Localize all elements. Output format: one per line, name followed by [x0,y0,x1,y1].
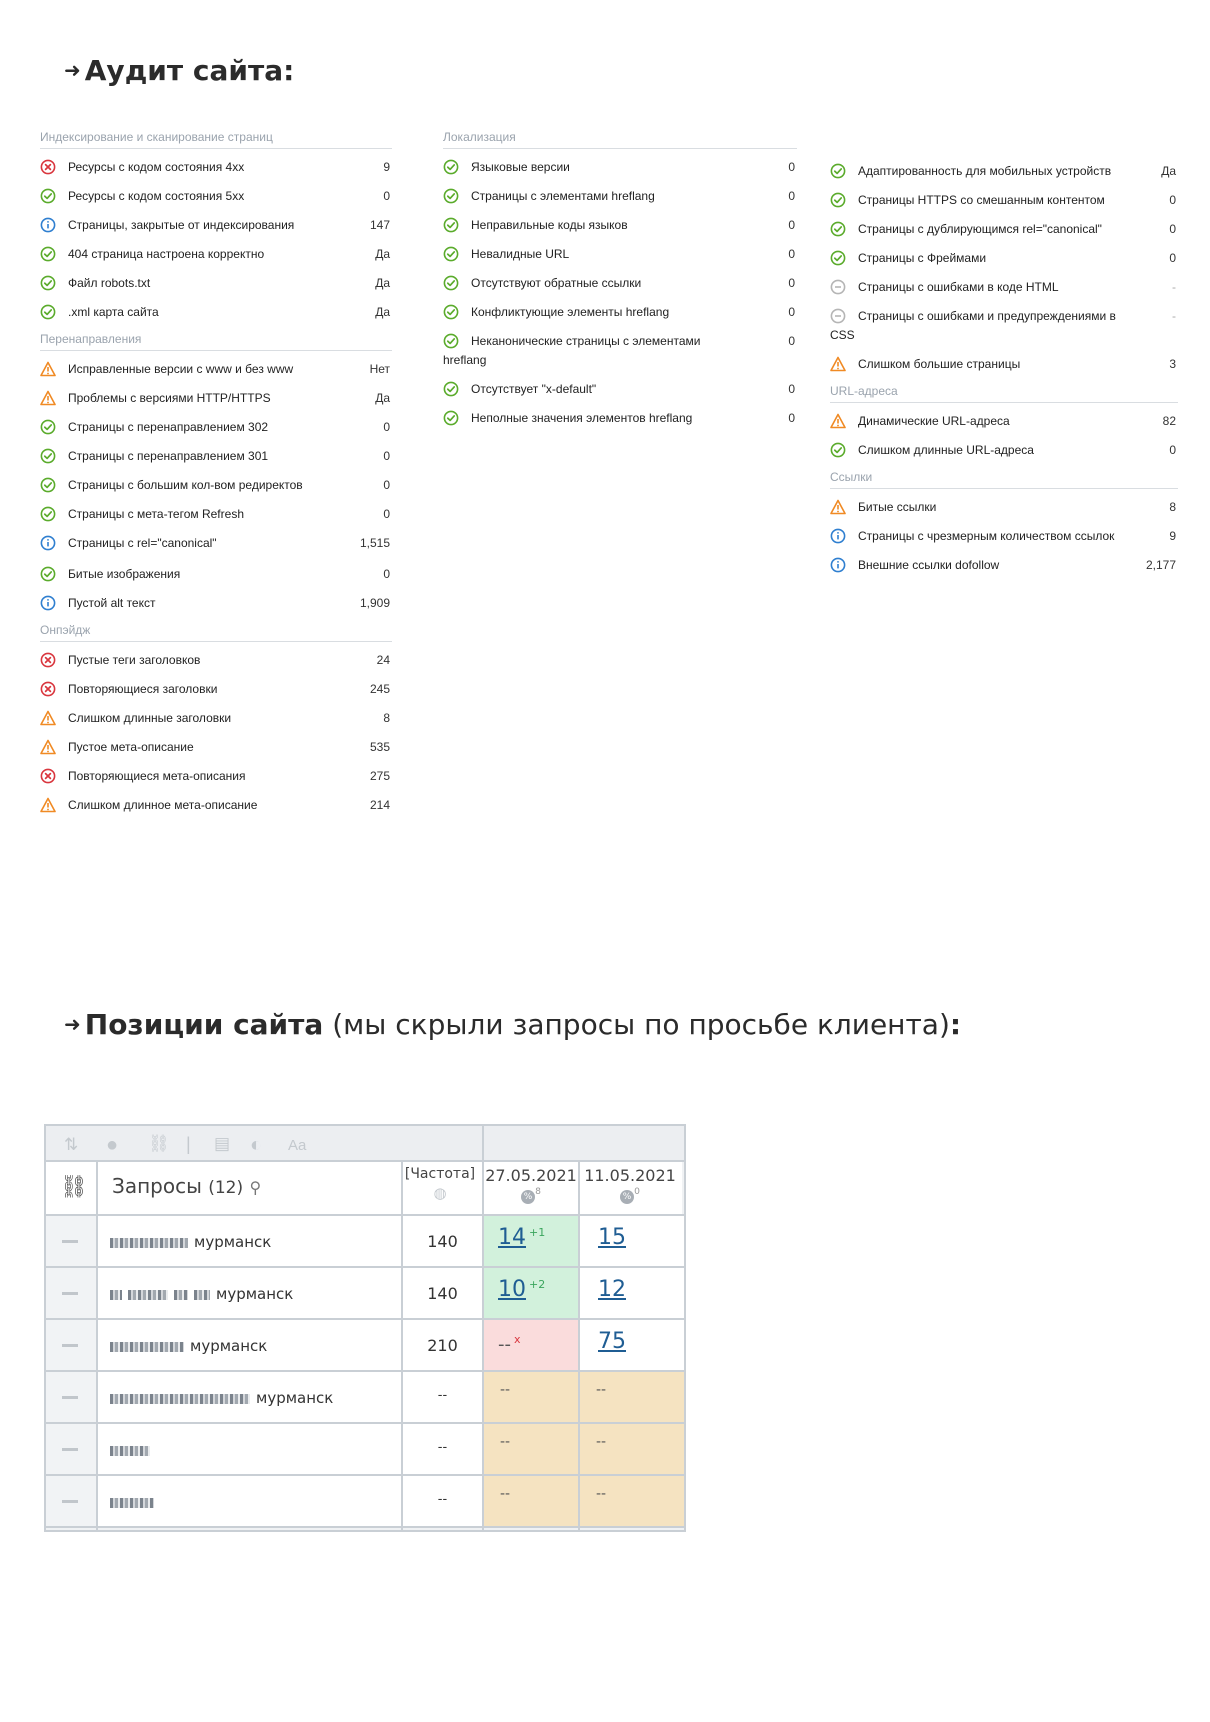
info-circle-icon [40,595,56,611]
position-value[interactable] [498,1277,545,1302]
position-cell-date2[interactable] [580,1320,684,1372]
position-value: -- [500,1486,511,1502]
error-circle-icon [40,652,56,668]
hidden-query-blur [110,1446,150,1456]
audit-item[interactable] [40,594,392,613]
audit-item[interactable] [443,332,797,370]
check-circle-icon [40,246,56,262]
audit-item-label: Языковые версии [471,160,570,174]
audit-item-value: 245 [369,682,390,696]
error-circle-icon [40,768,56,784]
audit-item-label: Страницы с перенаправлением 301 [68,449,269,463]
position-cell-date2[interactable] [580,1216,684,1268]
audit-item-value: 0 [788,247,795,261]
audit-item[interactable] [830,191,1178,210]
error-circle-icon [40,681,56,697]
position-cell-date2[interactable] [580,1476,684,1528]
warning-triangle-icon [830,499,846,515]
link-column-icon[interactable]: ⛓ [60,1175,88,1200]
check-circle-icon [40,275,56,291]
section-title: URL-адреса [830,384,1178,403]
warning-triangle-icon [40,361,56,377]
audit-item-label: Битые ссылки [858,500,937,514]
audit-item-label: Слишком длинные заголовки [68,711,232,725]
grid-line [578,1162,580,1532]
position-delta: +2 [529,1277,546,1291]
audit-item-value: 8 [383,711,390,725]
position-value[interactable]: 15 [598,1225,626,1250]
divider-icon: | [186,1134,191,1154]
date2-badge: % $^0$ [580,1186,680,1204]
grid-line [46,1214,684,1216]
audit-item-value: 0 [383,507,390,521]
audit-item-label: Страницы с Фреймами [858,251,987,265]
audit-item-value: 8 [1169,500,1176,514]
check-circle-icon [40,506,56,522]
audit-item-label: Пустой alt текст [68,596,156,610]
query-city: мурманск [190,1337,268,1355]
check-circle-icon [830,192,846,208]
audit-item-value: Нет [369,362,390,376]
audit-item[interactable] [40,767,392,786]
info-circle-icon [830,557,846,573]
date1-header[interactable]: 27.05.2021 % $^8$ [485,1166,577,1202]
audit-item[interactable] [40,565,392,584]
positions-title: ➜ Позиции сайта (мы скрыли запросы по просьбе клиента): [64,1008,962,1041]
audit-item-label: Файл robots.txt [68,276,151,290]
audit-item[interactable] [830,355,1178,374]
audit-item-value: 0 [383,449,390,463]
minus-circle-icon [830,308,846,324]
audit-item[interactable] [443,303,797,322]
search-icon[interactable]: ⚲ [249,1178,262,1197]
audit-item-label: Слишком большие страницы [858,357,1021,371]
audit-item-value: 9 [383,160,390,174]
audit-item-label: Страницы с чрезмерным количеством ссылок [858,529,1115,543]
query-text [110,1389,333,1407]
audit-item[interactable] [40,680,392,699]
audit-item-label: Ресурсы с кодом состояния 4xx [68,160,245,174]
audit-item-value: 0 [383,567,390,581]
arrow-right-icon: ➜ [64,1012,81,1036]
audit-item-value: Да [375,305,390,319]
audit-item-value: 0 [788,276,795,290]
audit-item-label: Повторяющиеся мета-описания [68,769,246,783]
check-circle-icon [40,188,56,204]
freq-header[interactable]: [Частота] ◍ [404,1166,476,1202]
position-value[interactable]: 12 [598,1277,626,1302]
audit-item[interactable] [830,278,1178,297]
arrow-right-icon: ➜ [64,58,81,82]
audit-item-label: Исправленные версии с www и без www [68,362,294,376]
warning-triangle-icon [40,797,56,813]
hidden-query-blur [110,1238,188,1248]
audit-item-value: 0 [788,189,795,203]
check-circle-icon [443,275,459,291]
audit-item[interactable] [830,498,1178,517]
percent-icon: % [521,1190,535,1204]
audit-title: ➜ Аудит сайта: [64,54,295,87]
audit-column-3 [830,162,1178,585]
audit-item-value: 214 [369,798,390,812]
audit-item-value: 0 [788,334,795,348]
queries-header[interactable]: Запросы (12) ⚲ [112,1174,262,1198]
position-cell-date2[interactable] [580,1372,684,1424]
audit-item[interactable] [830,556,1178,575]
audit-item-value: 0 [788,382,795,396]
position-cell-date1[interactable] [484,1476,578,1528]
section-title: Перенаправления [40,332,392,351]
query-city: мурманск [194,1233,272,1251]
check-circle-icon [40,448,56,464]
audit-item-value: 0 [383,420,390,434]
audit-item-label: Повторяющиеся заголовки [68,682,218,696]
hidden-query-blur [128,1290,168,1300]
audit-item-label: Слишком длинные URL-адреса [858,443,1034,457]
audit-item[interactable] [40,216,392,235]
position-value: -- [500,1434,511,1450]
audit-item-value: 147 [369,218,390,232]
audit-item-value: Да [1161,164,1176,178]
audit-item-label: Внешние ссылки dofollow [858,558,1000,572]
grid-line [46,1526,684,1528]
audit-item-value: Да [375,276,390,290]
audit-item[interactable] [830,412,1178,431]
audit-item[interactable] [40,360,392,379]
audit-item-value: 24 [376,653,390,667]
position-value[interactable]: 75 [598,1329,626,1354]
position-cell-date1[interactable] [484,1372,578,1424]
position-number: -- [498,1334,511,1355]
warning-triangle-icon [40,710,56,726]
date1-badge: % $^8$ [484,1186,578,1204]
check-circle-icon [443,246,459,262]
audit-item-value: 0 [788,411,795,425]
freq-value: 140 [427,1232,458,1251]
audit-item[interactable] [830,249,1178,268]
section-title: Индексирование и сканирование страниц [40,130,392,149]
audit-item-value: 0 [788,160,795,174]
audit-item[interactable] [40,476,392,495]
position-cell-date2[interactable] [580,1424,684,1476]
positions-table [44,1124,686,1532]
audit-item[interactable] [40,274,392,293]
contrast-icon[interactable]: ◐ [250,1134,263,1156]
audit-item[interactable] [40,796,392,815]
globe-icon: ◍ [433,1184,447,1202]
freq-value: 140 [427,1284,458,1303]
audit-item-value: 9 [1169,529,1176,543]
audit-item[interactable] [830,162,1178,181]
minus-circle-icon [830,279,846,295]
audit-item-label: Битые изображения [68,567,181,581]
hidden-query-blur [110,1394,250,1404]
check-circle-icon [40,304,56,320]
grid-line [46,1160,684,1162]
check-circle-icon [443,333,459,349]
check-circle-icon [40,477,56,493]
audit-item-value: 0 [1169,251,1176,265]
freq-value: -- [437,1440,448,1455]
audit-item-value: - [1172,309,1176,323]
position-number: 14 [498,1225,526,1250]
check-circle-icon [830,442,846,458]
audit-item-label: Адаптированность для мобильных устройств [858,164,1112,178]
position-cell-date1[interactable] [484,1424,578,1476]
position-value: -- [500,1382,511,1398]
warning-triangle-icon [40,739,56,755]
check-circle-icon [443,159,459,175]
query-text [110,1493,160,1511]
audit-item[interactable] [443,158,797,177]
audit-item-label: Отсутствует "x-default" [471,382,597,396]
audit-item-value: 2,177 [1145,558,1176,572]
audit-item-label: Неправильные коды языков [471,218,628,232]
audit-item[interactable] [40,389,392,408]
check-circle-icon [40,566,56,582]
check-circle-icon [830,250,846,266]
audit-item[interactable] [40,505,392,524]
check-circle-icon [830,163,846,179]
audit-item[interactable] [40,709,392,728]
query-text [110,1441,156,1459]
audit-item[interactable] [40,303,392,322]
warning-triangle-icon [830,356,846,372]
audit-item-value: 82 [1162,414,1176,428]
audit-item-value: 1,515 [359,536,390,550]
audit-column-2 [443,130,797,438]
query-city: мурманск [216,1285,294,1303]
audit-item-label: 404 страница настроена корректно [68,247,265,261]
audit-item-value: 0 [788,305,795,319]
info-circle-icon [830,528,846,544]
check-circle-icon [443,304,459,320]
audit-item[interactable] [40,245,392,264]
section-title: Онпэйдж [40,623,392,642]
link-icon[interactable]: ⛓ [148,1134,170,1153]
audit-item[interactable] [40,534,392,553]
audit-item-label: Страницы с большим кол-вом редиректов [68,478,303,492]
audit-item[interactable] [443,380,797,399]
position-value: -- [596,1382,607,1398]
position-value[interactable] [498,1225,545,1250]
audit-item-label: Страницы с элементами hreflang [471,189,655,203]
audit-item-label: Неканонические страницы с элементами hreflang [443,334,701,367]
info-circle-icon [40,217,56,233]
audit-item[interactable] [443,216,797,235]
toggle-icon[interactable]: ● [106,1134,119,1156]
check-circle-icon [830,221,846,237]
info-circle-icon [40,535,56,551]
hidden-query-blur [194,1290,210,1300]
audit-item-label: Динамические URL-адреса [858,414,1010,428]
freq-value: 210 [427,1336,458,1355]
audit-item-label: Слишком длинное мета-описание [68,798,258,812]
audit-item[interactable] [830,527,1178,546]
check-circle-icon [443,410,459,426]
grid-line [401,1162,403,1532]
toolbar-right [484,1126,684,1160]
audit-item[interactable] [830,220,1178,239]
freq-value: -- [437,1492,448,1507]
audit-item-value: Да [375,391,390,405]
audit-item-label: Страницы HTTPS со смешанным контентом [858,193,1105,207]
audit-item-label: Проблемы с версиями HTTP/HTTPS [68,391,271,405]
audit-item-label: Неполные значения элементов hreflang [471,411,693,425]
minus-icon[interactable] [62,1344,78,1347]
minus-icon[interactable] [62,1500,78,1503]
audit-item-label: Пустые теги заголовков [68,653,201,667]
query-text [110,1233,271,1251]
audit-item[interactable] [40,651,392,670]
warning-triangle-icon [40,390,56,406]
hidden-query-blur [110,1342,184,1352]
audit-item-label: Страницы, закрытые от индексирования [68,218,295,232]
minus-icon[interactable] [62,1396,78,1399]
text-format-icon[interactable]: Aa [288,1137,307,1154]
audit-item[interactable] [443,409,797,428]
audit-item[interactable] [830,441,1178,460]
audit-item-label: Страницы с ошибками в коде HTML [858,280,1059,294]
audit-item-label: Страницы с rel="canonical" [68,536,217,550]
hidden-query-blur [174,1290,188,1300]
audit-item-value: 0 [383,478,390,492]
position-number: 10 [498,1277,526,1302]
audit-item-label: Отсутствуют обратные ссылки [471,276,642,290]
check-circle-icon [443,381,459,397]
audit-item-value: 0 [788,218,795,232]
freq-value: -- [437,1388,448,1403]
minus-icon[interactable] [62,1292,78,1295]
audit-item[interactable] [40,447,392,466]
audit-item-value: 0 [1169,222,1176,236]
audit-item-label: Пустое мета-описание [68,740,194,754]
audit-item-value: 1,909 [359,596,390,610]
audit-item-value: 3 [1169,357,1176,371]
audit-item-value: 0 [1169,443,1176,457]
audit-item-label: Конфликтующие элементы hreflang [471,305,670,319]
hidden-query-blur [110,1498,154,1508]
position-value: -- [596,1434,607,1450]
query-text [110,1285,293,1303]
audit-item-value: 0 [383,189,390,203]
audit-item-label: Ресурсы с кодом состояния 5xx [68,189,245,203]
grid-line [96,1162,98,1532]
audit-item-label: Страницы с мета-тегом Refresh [68,507,244,521]
warning-triangle-icon [830,413,846,429]
audit-item-label: Страницы с дублирующимся rel="canonical" [858,222,1102,236]
check-circle-icon [443,217,459,233]
audit-item[interactable] [40,158,392,177]
error-circle-icon [40,159,56,175]
position-cell-date2[interactable] [580,1268,684,1320]
position-delta: +1 [529,1225,546,1239]
position-delta: x [514,1333,521,1346]
grid-line [482,1126,484,1530]
audit-item-value: Да [375,247,390,261]
date2-header[interactable]: 11.05.2021 % $^0$ [580,1166,680,1204]
audit-item-value: - [1172,280,1176,294]
audit-item[interactable] [443,274,797,293]
audit-column-1 [40,130,392,825]
audit-item-label: Страницы с перенаправлением 302 [68,420,269,434]
minus-icon[interactable] [62,1240,78,1243]
minus-icon[interactable] [62,1448,78,1451]
calendar-icon[interactable]: ▤ [214,1134,231,1153]
check-circle-icon [40,419,56,435]
audit-item[interactable] [40,418,392,437]
audit-item-value: 0 [1169,193,1176,207]
audit-item[interactable] [443,187,797,206]
audit-item-label: .xml карта сайта [68,305,159,319]
section-title: Ссылки [830,470,1178,489]
sort-icon[interactable]: ⇅ [64,1135,79,1154]
check-circle-icon [443,188,459,204]
hidden-query-blur [110,1290,122,1300]
section-title: Локализация [443,130,797,149]
audit-item-value: 275 [369,769,390,783]
position-value[interactable] [498,1333,521,1355]
audit-item-value: 535 [369,740,390,754]
percent-icon: % [620,1190,634,1204]
query-city: мурманск [256,1389,334,1407]
audit-item[interactable] [40,187,392,206]
audit-item[interactable] [40,738,392,757]
audit-item-label: Страницы с ошибками и предупреждениями в CSS [830,309,1116,342]
query-text [110,1337,267,1355]
table-toolbar [46,1126,482,1160]
audit-item[interactable] [443,245,797,264]
audit-item[interactable] [830,307,1178,345]
position-value: -- [596,1486,607,1502]
audit-item-label: Невалидные URL [471,247,570,261]
